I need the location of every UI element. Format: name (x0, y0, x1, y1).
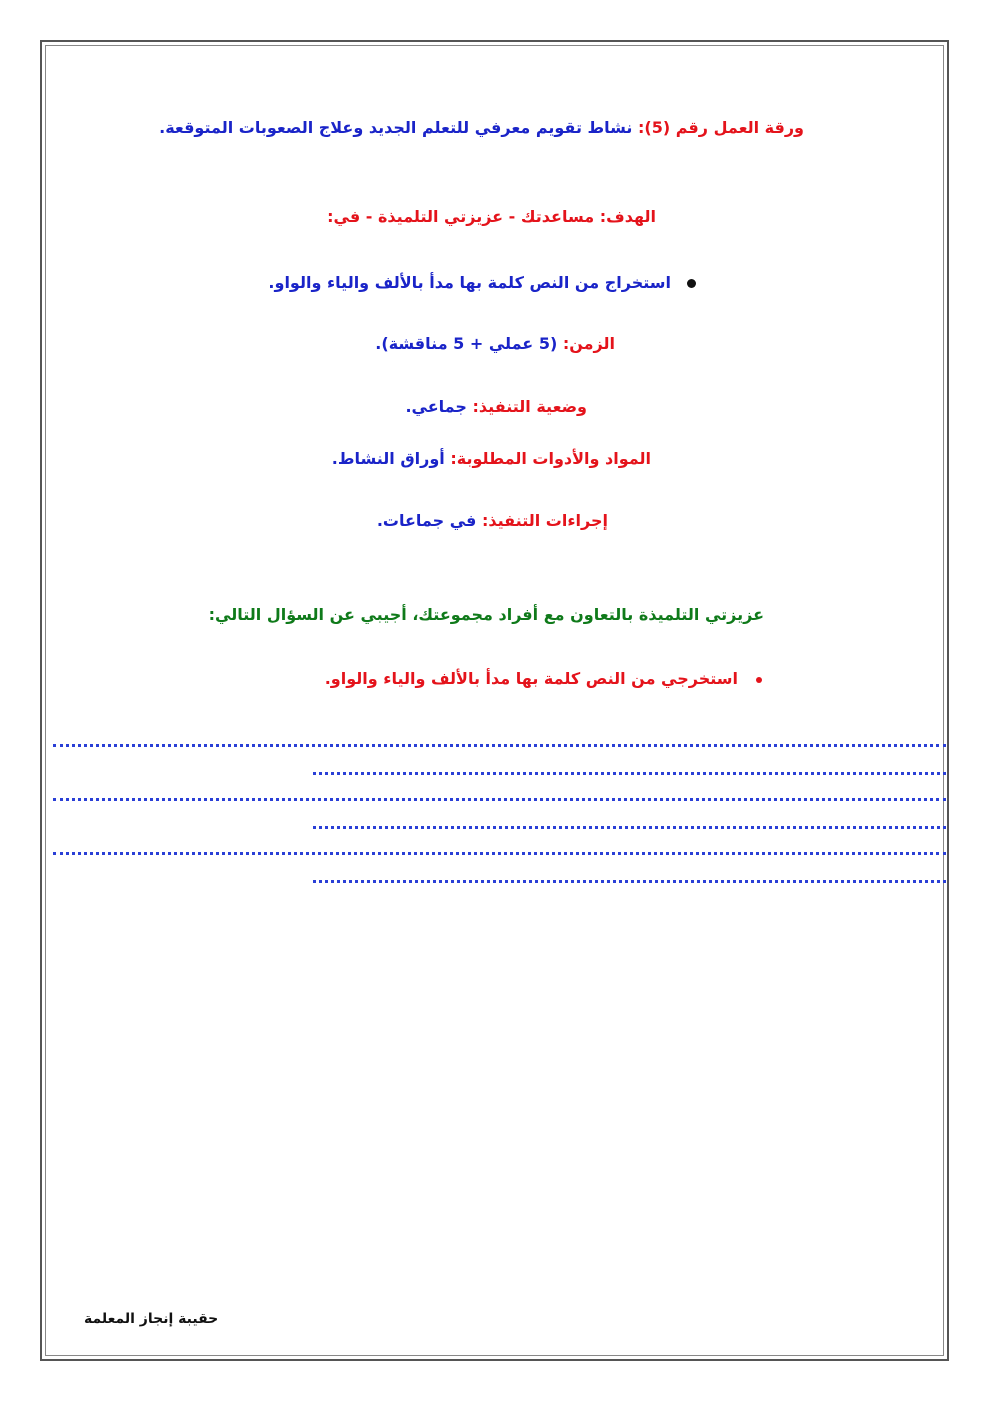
time-value: (5 عملي + 5 مناقشة). (375, 334, 558, 353)
materials-row (332, 447, 651, 471)
question-text: استخرجي من النص كلمة بها مدأ بالألف والياء والواو. (324, 669, 738, 688)
materials-value: أوراق النشاط. (331, 449, 445, 468)
answer-line-2[interactable] (313, 772, 946, 775)
footer-text: حقيبة إنجاز المعلمة (84, 1311, 219, 1327)
procedure-value: في جماعات. (376, 511, 477, 530)
time-label: الزمن: (562, 334, 615, 353)
mode-row (405, 395, 587, 419)
page-frame (40, 40, 949, 1361)
bullet-icon (687, 279, 696, 288)
procedure-row (377, 509, 608, 533)
page-frame-inner (45, 45, 944, 1356)
answer-line-5[interactable] (53, 852, 946, 855)
goal-item-text: استخراج من النص كلمة بها مدأ بالألف والياء والواو. (268, 273, 671, 292)
question-list-item (325, 667, 762, 691)
bullet-icon (756, 677, 762, 683)
answer-line-1[interactable] (53, 744, 946, 747)
goal-heading: الهدف: مساعدتك - عزيزتي التلميذة - في: (327, 207, 656, 226)
answer-line-4[interactable] (313, 826, 946, 829)
worksheet-title (159, 116, 804, 140)
materials-label: المواد والأدوات المطلوبة: (450, 449, 651, 468)
procedure-label: إجراءات التنفيذ: (481, 511, 608, 530)
mode-value: جماعي. (405, 397, 467, 416)
answer-line-6[interactable] (313, 880, 946, 883)
instruction-text: عزيزتي التلميذة بالتعاون مع أفراد مجموعتك، أجيبي عن السؤال التالي: (208, 605, 764, 624)
time-row (375, 332, 615, 356)
worksheet-title-text: نشاط تقويم معرفي للتعلم الجديد وعلاج الصعوبات المتوقعة. (159, 118, 633, 137)
mode-label: وضعية التنفيذ: (472, 397, 587, 416)
worksheet-title-label: ورقة العمل رقم (5): (638, 118, 804, 137)
goal-list-item (268, 271, 696, 295)
answer-line-3[interactable] (53, 798, 946, 801)
